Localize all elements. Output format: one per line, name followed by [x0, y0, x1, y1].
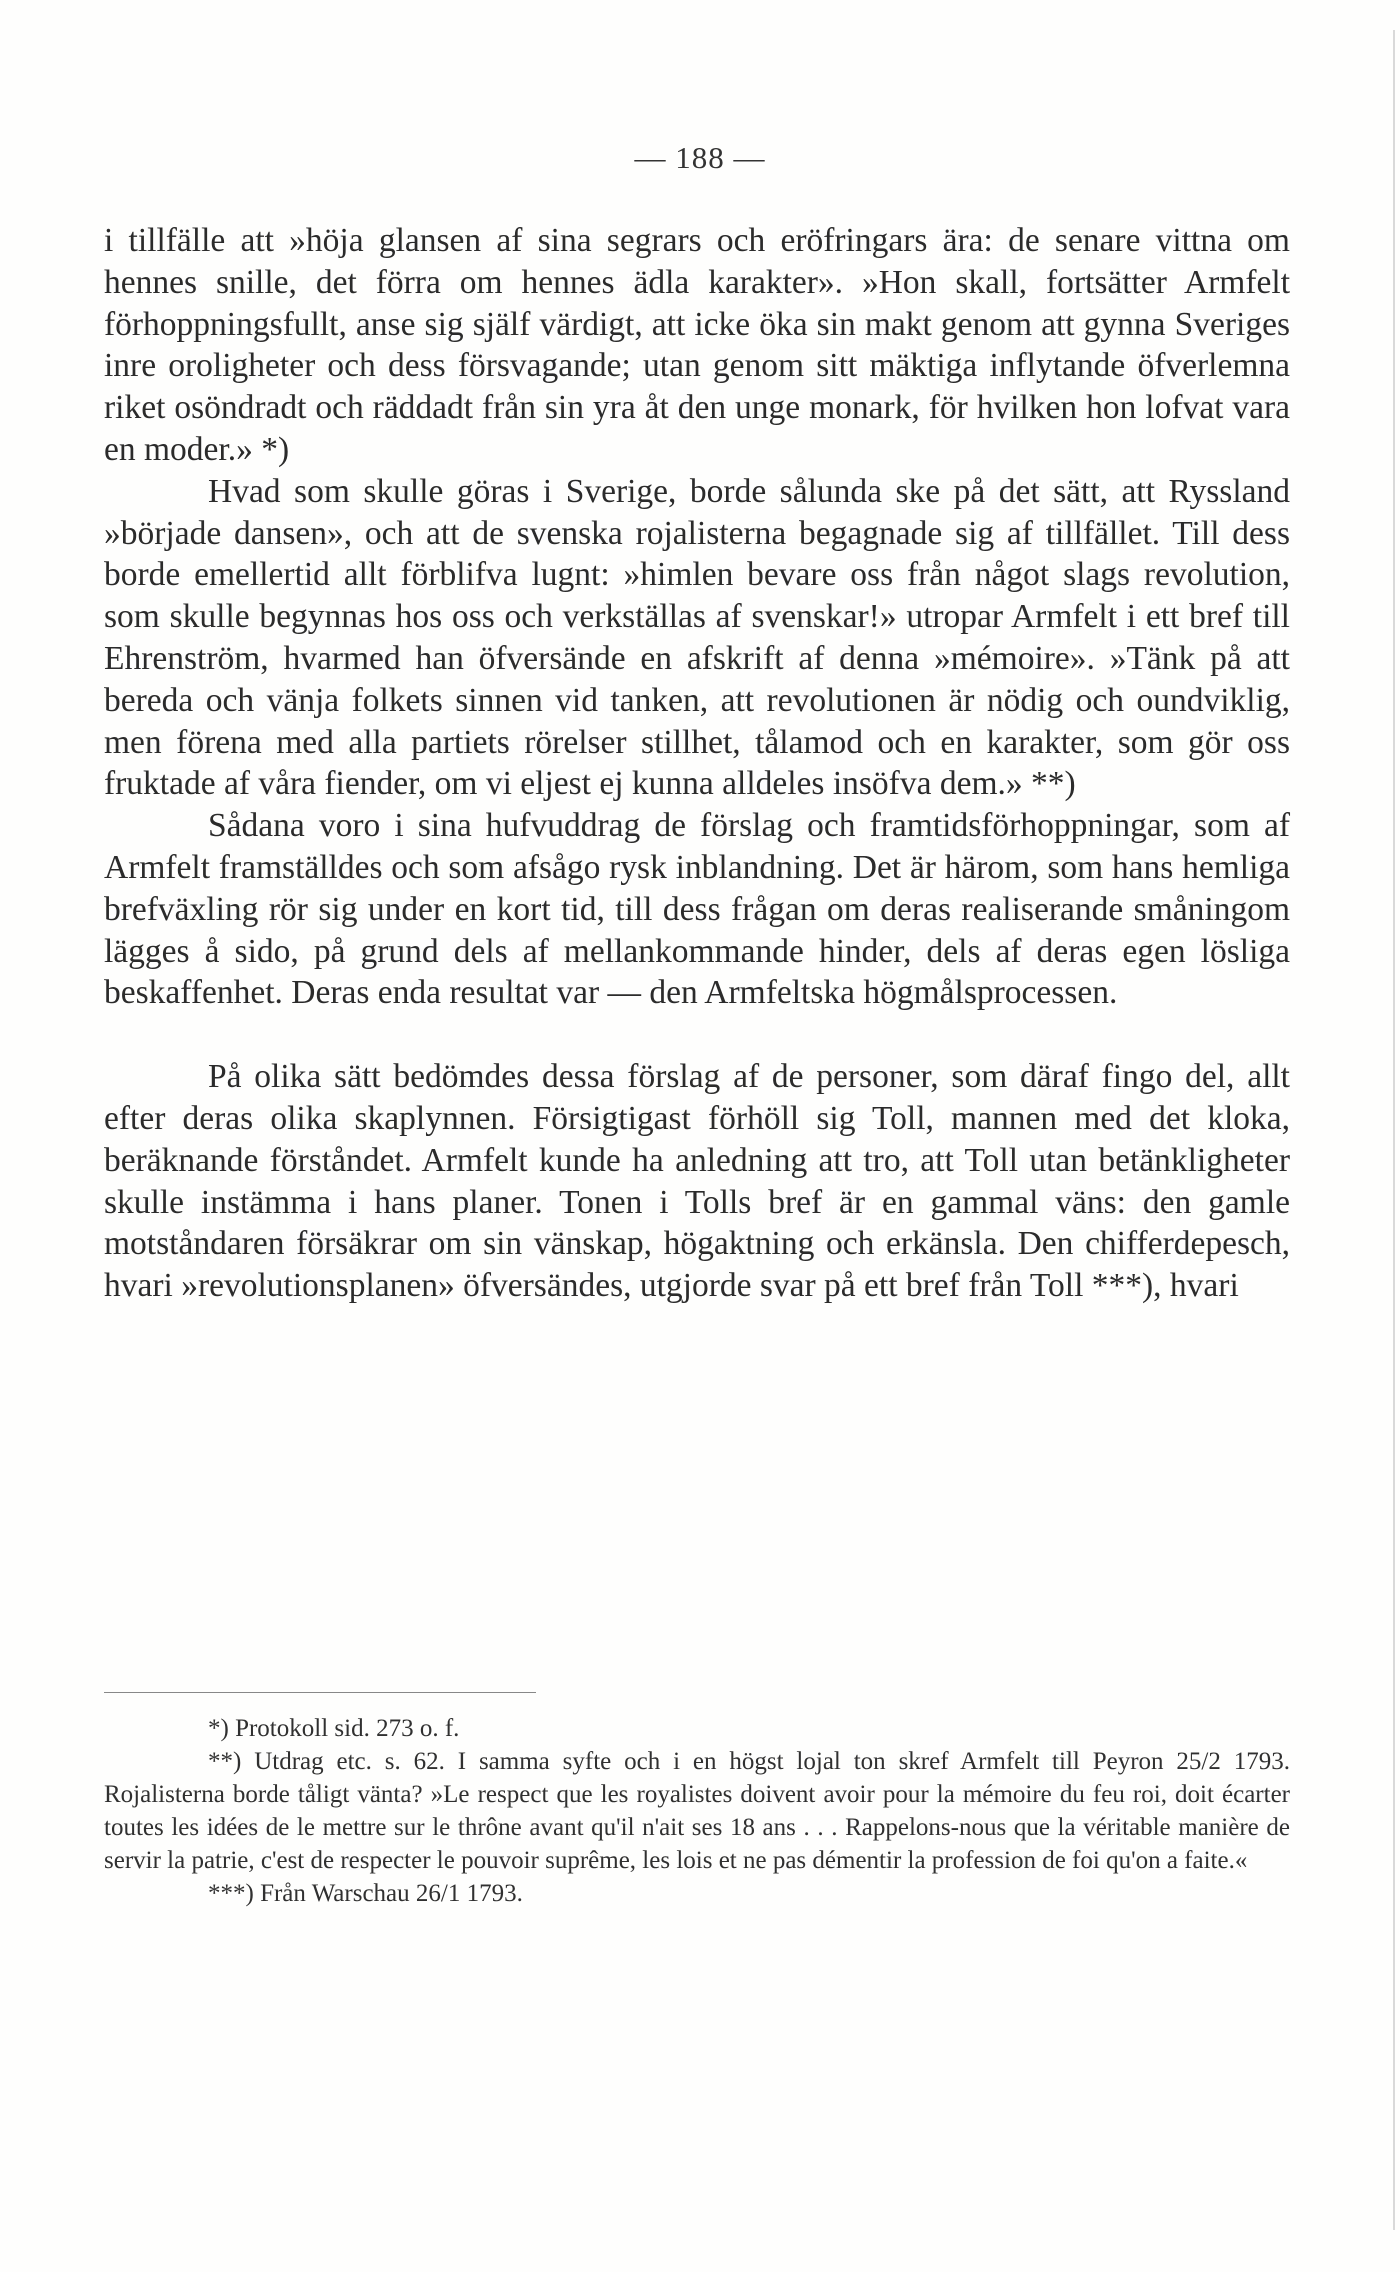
footnote-rule: [104, 1692, 536, 1693]
page-number-header: — 188 —: [634, 140, 766, 175]
footnote-2: **) Utdrag etc. s. 62. I samma syfte och i en högst lojal ton skref Armfelt till Peyron 25/2 1793. Rojalisterna borde tåligt vänta? »Le respect que les royalistes doivent avoir pour la mémoire du feu roi, doit écarter toutes les idées de le mettre sur le thrône avant qu'il n'ait ses 18 ans . . . Rappelons-nous que la véritable manière de servir la patrie, c'est de respecter le pouvoir suprême, les lois et ne pas démentir la profession de foi qu'on a faite.«: [104, 1748, 1290, 1874]
paragraph-3: Sådana voro i sina hufvuddrag de förslag och framtidsförhoppningar, som af Armfelt framställdes och som afsågo rysk inblandning. Det är härom, som hans hemliga brefväxling rör sig under en kort tid, till dess frågan om deras realiserande småningom lägges å sido, på grund dels af mellankommande hinder, dels af deras egen lösliga beskaffenhet. Deras enda resultat var — den Armfeltska högmålsprocessen.: [104, 807, 1290, 1012]
paragraph-4: På olika sätt bedömdes dessa förslag af de personer, som däraf fingo del, allt efter deras olika skaplynnen. Försigtigast förhöll sig Toll, mannen med det kloka, beräknande förståndet. Armfelt kunde ha anledning att tro, att Toll utan betänkligheter skulle instämma i hans planer. Tonen i Tolls bref är en gammal väns: den gamle motståndaren försäkrar om sin vänskap, högaktning och erkänsla. Den chifferdepesch, hvari »revolutionsplanen» öfversändes, utgjorde svar på ett bref från Toll ***), hvari: [104, 1058, 1290, 1305]
paragraph-2: Hvad som skulle göras i Sverige, borde sålunda ske på det sätt, att Ryssland »började dansen», och att de svenska rojalisterna begagnade sig af tillfället. Till dess borde emellertid allt förblifva lugnt: »himlen bevare oss från något slags revolution, som skulle begynnas hos oss och verkställas af svenskar!» utropar Armfelt i ett bref till Ehrenström, hvarmed han öfversände en afskrift af denna »mémoire». »Tänk på att bereda och vänja folkets sinnen vid tanken, att revolutionen är nödig och oundviklig, men förena med alla partiets rörelser stillhet, tålamod och en karakter, som gör oss fruktade af våra fiender, om vi eljest ej kunna alldeles insöfva dem.» **): [104, 472, 1290, 803]
footnote-3: ***) Från Warschau 26/1 1793.: [208, 1880, 523, 1907]
footnote-1: *) Protokoll sid. 273 o. f.: [208, 1715, 460, 1742]
footnotes: [104, 1712, 1290, 1910]
body-text: [104, 220, 1290, 1307]
page-edge-line: [1393, 30, 1395, 2230]
paragraph-1: i tillfälle att »höja glansen af sina segrars och eröfringars ära: de senare vittna om hennes snille, det förra om hennes ädla karakter». »Hon skall, fortsätter Armfelt förhoppningsfullt, anse sig själf värdigt, att icke öka sin makt genom att gynna Sveriges inre oroligheter och dess försvagande; utan genom sitt mäktiga inflytande öfverlemna riket osöndradt och räddadt från sin yra åt den unge monark, för hvilken hon lofvat vara en moder.» *): [104, 222, 1290, 468]
